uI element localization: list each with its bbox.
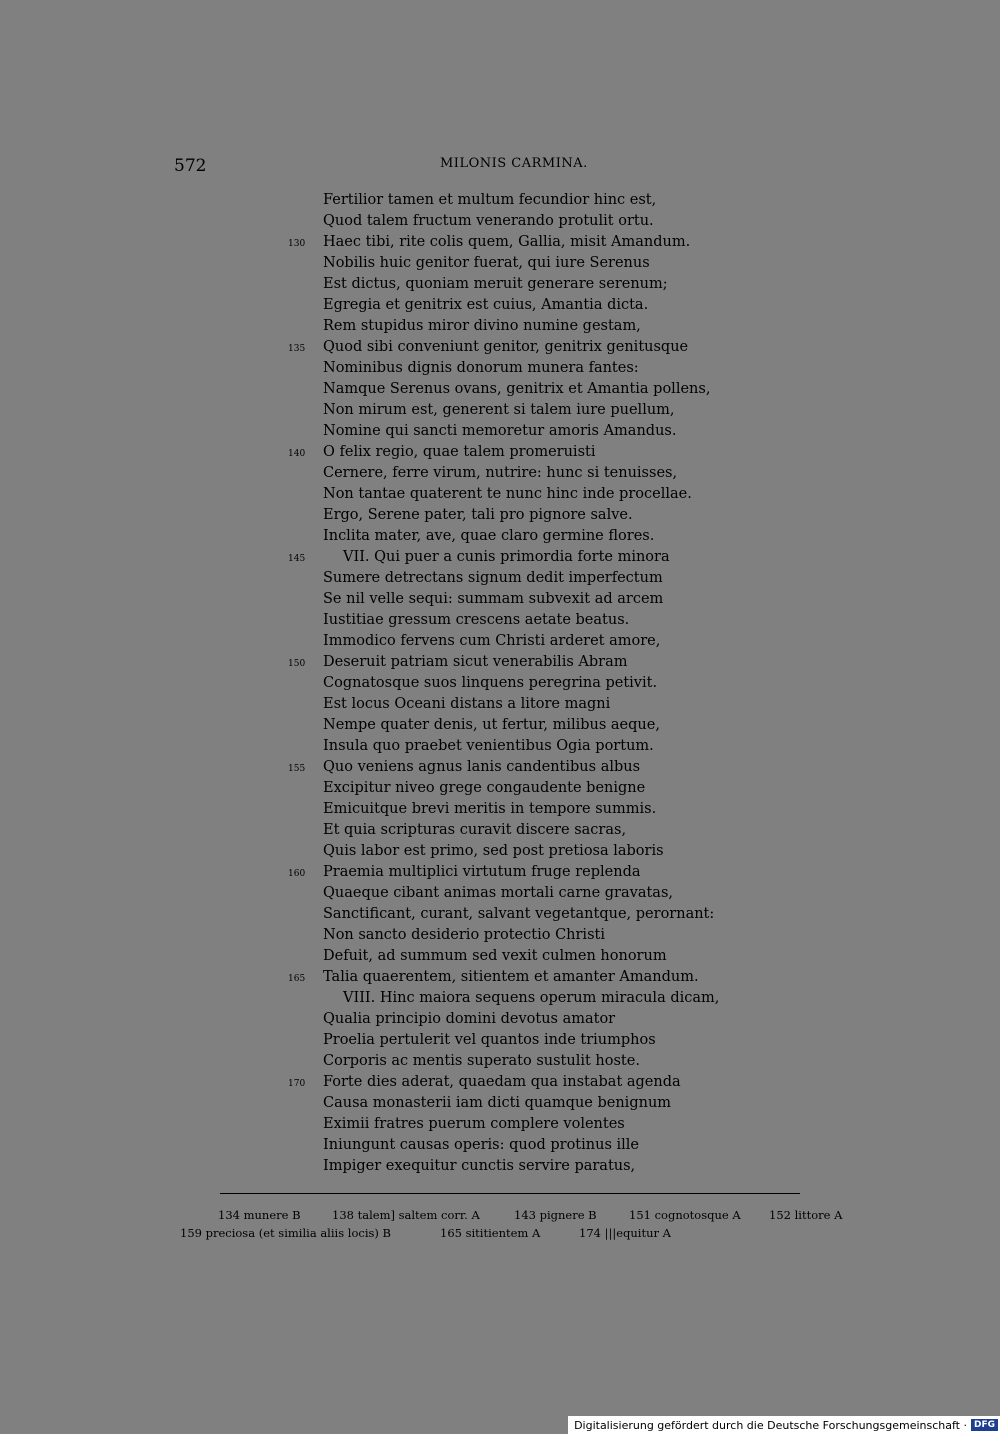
verse-line — [0, 232, 1000, 253]
verse-line — [0, 1051, 1000, 1072]
apparatus-note: 159 preciosa (et similia aliis locis) B — [180, 1226, 391, 1240]
verse-text: Fertilior tamen et multum fecundior hinc est, — [323, 192, 657, 208]
verse-line — [0, 547, 1000, 568]
verse-text: Proelia pertulerit vel quantos inde triumphos — [323, 1032, 656, 1048]
verse-text: Non mirum est, generent si talem iure puellum, — [323, 402, 675, 418]
verse-line — [0, 274, 1000, 295]
verse-line — [0, 715, 1000, 736]
verse-text: Se nil velle sequi: summam subvexit ad arcem — [323, 591, 664, 607]
verse-line — [0, 526, 1000, 547]
verse-line — [0, 778, 1000, 799]
digitization-credit — [568, 1416, 1000, 1434]
verse-text: Iustitiae gressum crescens aetate beatus. — [323, 612, 630, 628]
verse-text: Cernere, ferre virum, nutrire: hunc si tenuisses, — [323, 465, 678, 481]
line-number: 145 — [288, 554, 306, 564]
verse-line — [0, 211, 1000, 232]
apparatus-note: 134 munere B — [218, 1208, 301, 1222]
verse-line — [0, 610, 1000, 631]
verse-text: Sumere detrectans signum dedit imperfectum — [323, 570, 663, 586]
verse-line — [0, 820, 1000, 841]
verse-text: Excipitur niveo grege congaudente benigne — [323, 780, 646, 796]
verse-text: Deseruit patriam sicut venerabilis Abram — [323, 654, 628, 670]
verse-line — [0, 1114, 1000, 1135]
verse-text: Quo veniens agnus lanis candentibus albus — [323, 759, 641, 775]
apparatus-note: 143 pignere B — [514, 1208, 597, 1222]
verse-text: Egregia et genitrix est cuius, Amantia dicta. — [323, 297, 649, 313]
verse-line — [0, 694, 1000, 715]
verse-text: Quod talem fructum venerando protulit ortu. — [323, 213, 654, 229]
verse-text: Iniungunt causas operis: quod protinus ille — [323, 1137, 639, 1153]
apparatus-row-2 — [0, 1226, 1000, 1244]
verse-line — [0, 631, 1000, 652]
verse-text: Namque Serenus ovans, genitrix et Amantia pollens, — [323, 381, 711, 397]
verse-text: Impiger exequitur cunctis servire paratus, — [323, 1158, 636, 1174]
verse-line — [0, 925, 1000, 946]
apparatus-note: 165 sititientem A — [440, 1226, 541, 1240]
verse-text: Est locus Oceani distans a litore magni — [323, 696, 611, 712]
verse-text: Forte dies aderat, quaedam qua instabat agenda — [323, 1074, 681, 1090]
verse-line — [0, 1009, 1000, 1030]
verse-line — [0, 484, 1000, 505]
verse-line — [0, 337, 1000, 358]
verse-line — [0, 253, 1000, 274]
verse-text: Quaeque cibant animas mortali carne gravatas, — [323, 885, 673, 901]
verse-line — [0, 358, 1000, 379]
apparatus-row-1 — [0, 1208, 1000, 1226]
verse-text: Talia quaerentem, sitientem et amanter Amandum. — [323, 969, 699, 985]
verse-text: Qualia principio domini devotus amator — [323, 1011, 616, 1027]
verse-line — [0, 568, 1000, 589]
line-number: 135 — [288, 344, 306, 354]
verse-text: VIII. Hinc maiora sequens operum miracula dicam, — [343, 990, 720, 1006]
verse-line — [0, 904, 1000, 925]
verse-text: Nobilis huic genitor fuerat, qui iure Serenus — [323, 255, 650, 271]
verse-text: Corporis ac mentis superato sustulit hoste. — [323, 1053, 640, 1069]
verse-line — [0, 589, 1000, 610]
verse-line — [0, 1093, 1000, 1114]
poem-body — [0, 190, 1000, 1177]
verse-text: Nempe quater denis, ut fertur, milibus aeque, — [323, 717, 660, 733]
apparatus-note: 151 cognotosque A — [629, 1208, 741, 1222]
verse-line — [0, 988, 1000, 1009]
verse-line — [0, 967, 1000, 988]
apparatus-note: 138 talem] saltem corr. A — [332, 1208, 480, 1222]
verse-line — [0, 757, 1000, 778]
verse-line — [0, 400, 1000, 421]
credit-text: Digitalisierung gefördert durch die Deutsche Forschungsgemeinschaft · — [574, 1418, 967, 1432]
verse-line — [0, 1072, 1000, 1093]
line-number: 155 — [288, 764, 306, 774]
verse-text: Praemia multiplici virtutum fruge replenda — [323, 864, 641, 880]
verse-line — [0, 736, 1000, 757]
verse-text: Causa monasterii iam dicti quamque benignum — [323, 1095, 672, 1111]
verse-line — [0, 799, 1000, 820]
verse-line — [0, 1135, 1000, 1156]
verse-text: Rem stupidus miror divino numine gestam, — [323, 318, 641, 334]
line-number: 160 — [288, 869, 306, 879]
verse-text: Nomine qui sancti memoretur amoris Amandus. — [323, 423, 677, 439]
page-number: 572 — [174, 156, 207, 176]
verse-text: Insula quo praebet venientibus Ogia portum. — [323, 738, 654, 754]
line-number: 150 — [288, 659, 306, 669]
verse-text: Immodico fervens cum Christi arderet amore, — [323, 633, 661, 649]
verse-text: VII. Qui puer a cunis primordia forte minora — [343, 549, 670, 565]
verse-text: Non sancto desiderio protectio Christi — [323, 927, 605, 943]
verse-line — [0, 379, 1000, 400]
apparatus-note: 174 |||equitur A — [579, 1226, 671, 1240]
verse-text: Est dictus, quoniam meruit generare serenum; — [323, 276, 668, 292]
verse-text: Ergo, Serene pater, tali pro pignore salve. — [323, 507, 633, 523]
verse-text: Emicuitque brevi meritis in tempore summis. — [323, 801, 657, 817]
line-number: 170 — [288, 1079, 306, 1089]
verse-line — [0, 1030, 1000, 1051]
verse-line — [0, 442, 1000, 463]
verse-text: Sanctificant, curant, salvant vegetantque, perornant: — [323, 906, 715, 922]
verse-line — [0, 295, 1000, 316]
verse-line — [0, 190, 1000, 211]
footnote-rule — [220, 1193, 800, 1194]
verse-line — [0, 883, 1000, 904]
verse-text: Nominibus dignis donorum munera fantes: — [323, 360, 639, 376]
verse-text: Quod sibi conveniunt genitor, genitrix genitusque — [323, 339, 689, 355]
verse-line — [0, 421, 1000, 442]
verse-line — [0, 652, 1000, 673]
verse-line — [0, 316, 1000, 337]
verse-text: Haec tibi, rite colis quem, Gallia, misit Amandum. — [323, 234, 691, 250]
line-number: 140 — [288, 449, 306, 459]
verse-text: Cognatosque suos linquens peregrina petivit. — [323, 675, 658, 691]
line-number: 165 — [288, 974, 306, 984]
verse-line — [0, 841, 1000, 862]
verse-line — [0, 862, 1000, 883]
dfg-logo: DFG — [971, 1419, 998, 1431]
verse-text: Et quia scripturas curavit discere sacras, — [323, 822, 627, 838]
verse-text: Defuit, ad summum sed vexit culmen honorum — [323, 948, 667, 964]
verse-line — [0, 1156, 1000, 1177]
critical-apparatus — [0, 1208, 1000, 1244]
verse-text: Quis labor est primo, sed post pretiosa laboris — [323, 843, 664, 859]
apparatus-note: 152 littore A — [769, 1208, 843, 1222]
verse-text: O felix regio, quae talem promeruisti — [323, 444, 596, 460]
verse-line — [0, 946, 1000, 967]
verse-text: Non tantae quaterent te nunc hinc inde procellae. — [323, 486, 692, 502]
verse-line — [0, 505, 1000, 526]
verse-line — [0, 673, 1000, 694]
running-head: MILONIS CARMINA. — [440, 156, 588, 171]
verse-text: Eximii fratres puerum complere volentes — [323, 1116, 625, 1132]
verse-text: Inclita mater, ave, quae claro germine flores. — [323, 528, 655, 544]
verse-line — [0, 463, 1000, 484]
line-number: 130 — [288, 239, 306, 249]
